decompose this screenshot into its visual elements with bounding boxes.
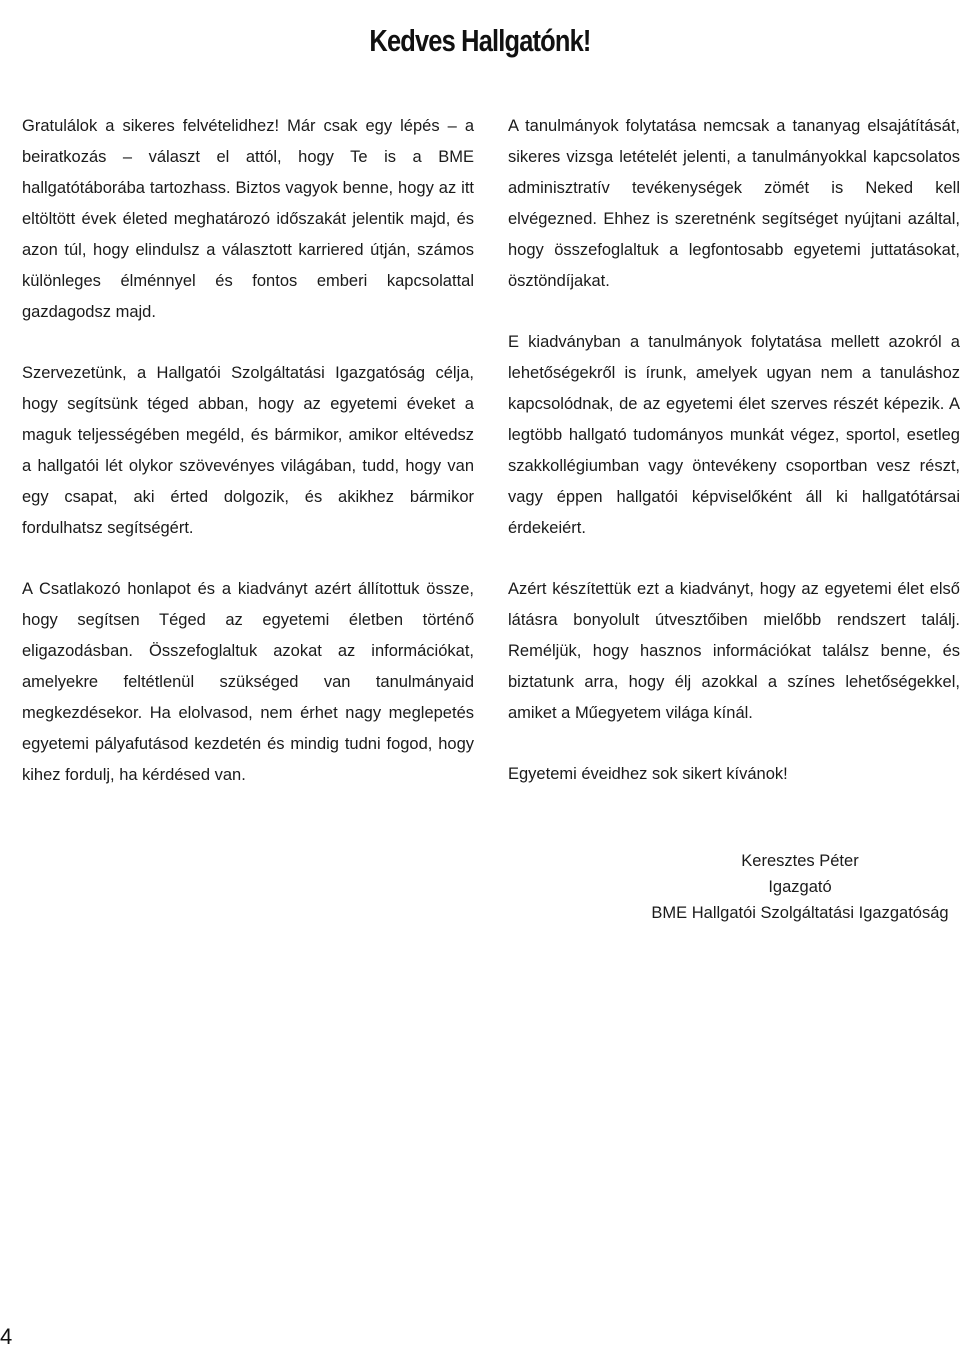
paragraph-website: A Csatlakozó honlapot és a kiadványt azért állítottuk össze, hogy segítsen Téged az egyetemi életben történő eligazodásban. Összefoglaltuk azokat az információkat, amelyekre feltétlenül szükséged van tanulmányaid megkezdésekor. Ha elolvasod, nem érhet nagy meglepetés egyetemi pályafutásod kezdetén és mindig tudni fogod, hogy kihez fordulj, ha kérdésed van. xyxy=(22,580,474,784)
right-column xyxy=(508,111,960,820)
paragraph-organization: Szervezetünk, a Hallgatói Szolgáltatási Igazgatóság célja, hogy segítsünk téged abban, hogy az egyetemi éveket a maguk teljességében megéld, és bármikor, amikor eltévedsz a hallgatói lét olykor szövevényes világában, tudd, hogy van egy csapat, aki érted dolgozik, és akikhez bármikor fordulhatsz segítségért. xyxy=(22,364,474,537)
signature-block xyxy=(600,848,960,926)
signature-organization: BME Hallgatói Szolgáltatási Igazgatóság xyxy=(651,904,949,922)
signature-role: Igazgató xyxy=(768,878,832,896)
signature-name: Keresztes Péter xyxy=(741,852,859,870)
paragraph-wishes: Egyetemi éveidhez sok sikert kívánok! xyxy=(508,765,788,783)
paragraph-studies: A tanulmányok folytatása nemcsak a tananyag elsajátítását, sikeres vizsga letételét jelenti, a tanulmányokkal kapcsolatos adminisztratív tevékenységek zömét is Neked kell elvégezned. Ehhez is szeretnénk segítséget nyújtani azáltal, hogy összefoglaltuk a legfontosabb egyetemi juttatásokat, ösztöndíjakat. xyxy=(508,117,960,290)
paragraph-opportunities: E kiadványban a tanulmányok folytatása mellett azokról a lehetőségekről is írunk, amelyek ugyan nem a tanuláshoz kapcsolódnak, de az egyetemi élet szerves részét képezik. A legtöbb hallgató tudományos munkát végez, sportol, esetleg szakkollégiumban vagy öntevékeny csoportban vesz részt, vagy éppen hallgatói képviselőként áll ki hallgatótársai érdekeiért. xyxy=(508,333,960,537)
paragraph-purpose: Azért készítettük ezt a kiadványt, hogy az egyetemi élet első látásra bonyolult útvesztőiben mielőbb rendszert találj. Reméljük, hogy hasznos információkat találsz benne, és biztatunk arra, hogy élj azokkal a színes lehetőségekkel, amiket a Műegyetem világa kínál. xyxy=(508,580,960,722)
paragraph-congratulations: Gratulálok a sikeres felvételidhez! Már csak egy lépés – a beiratkozás – választ el attól, hogy Te is a BME hallgatótáborába tartozhass. Biztos vagyok benne, hogy az itt eltöltött évek életed meghatározó időszakát jelentik majd, és azon túl, hogy elindulsz a választott karriered útján, számos különleges élménnyel és fontos emberi kapcsolattal gazdagodsz majd. xyxy=(22,117,474,321)
page-title: Kedves Hallgatónk! xyxy=(369,22,591,58)
page-number: 4 xyxy=(0,1324,13,1349)
left-column xyxy=(22,111,474,821)
